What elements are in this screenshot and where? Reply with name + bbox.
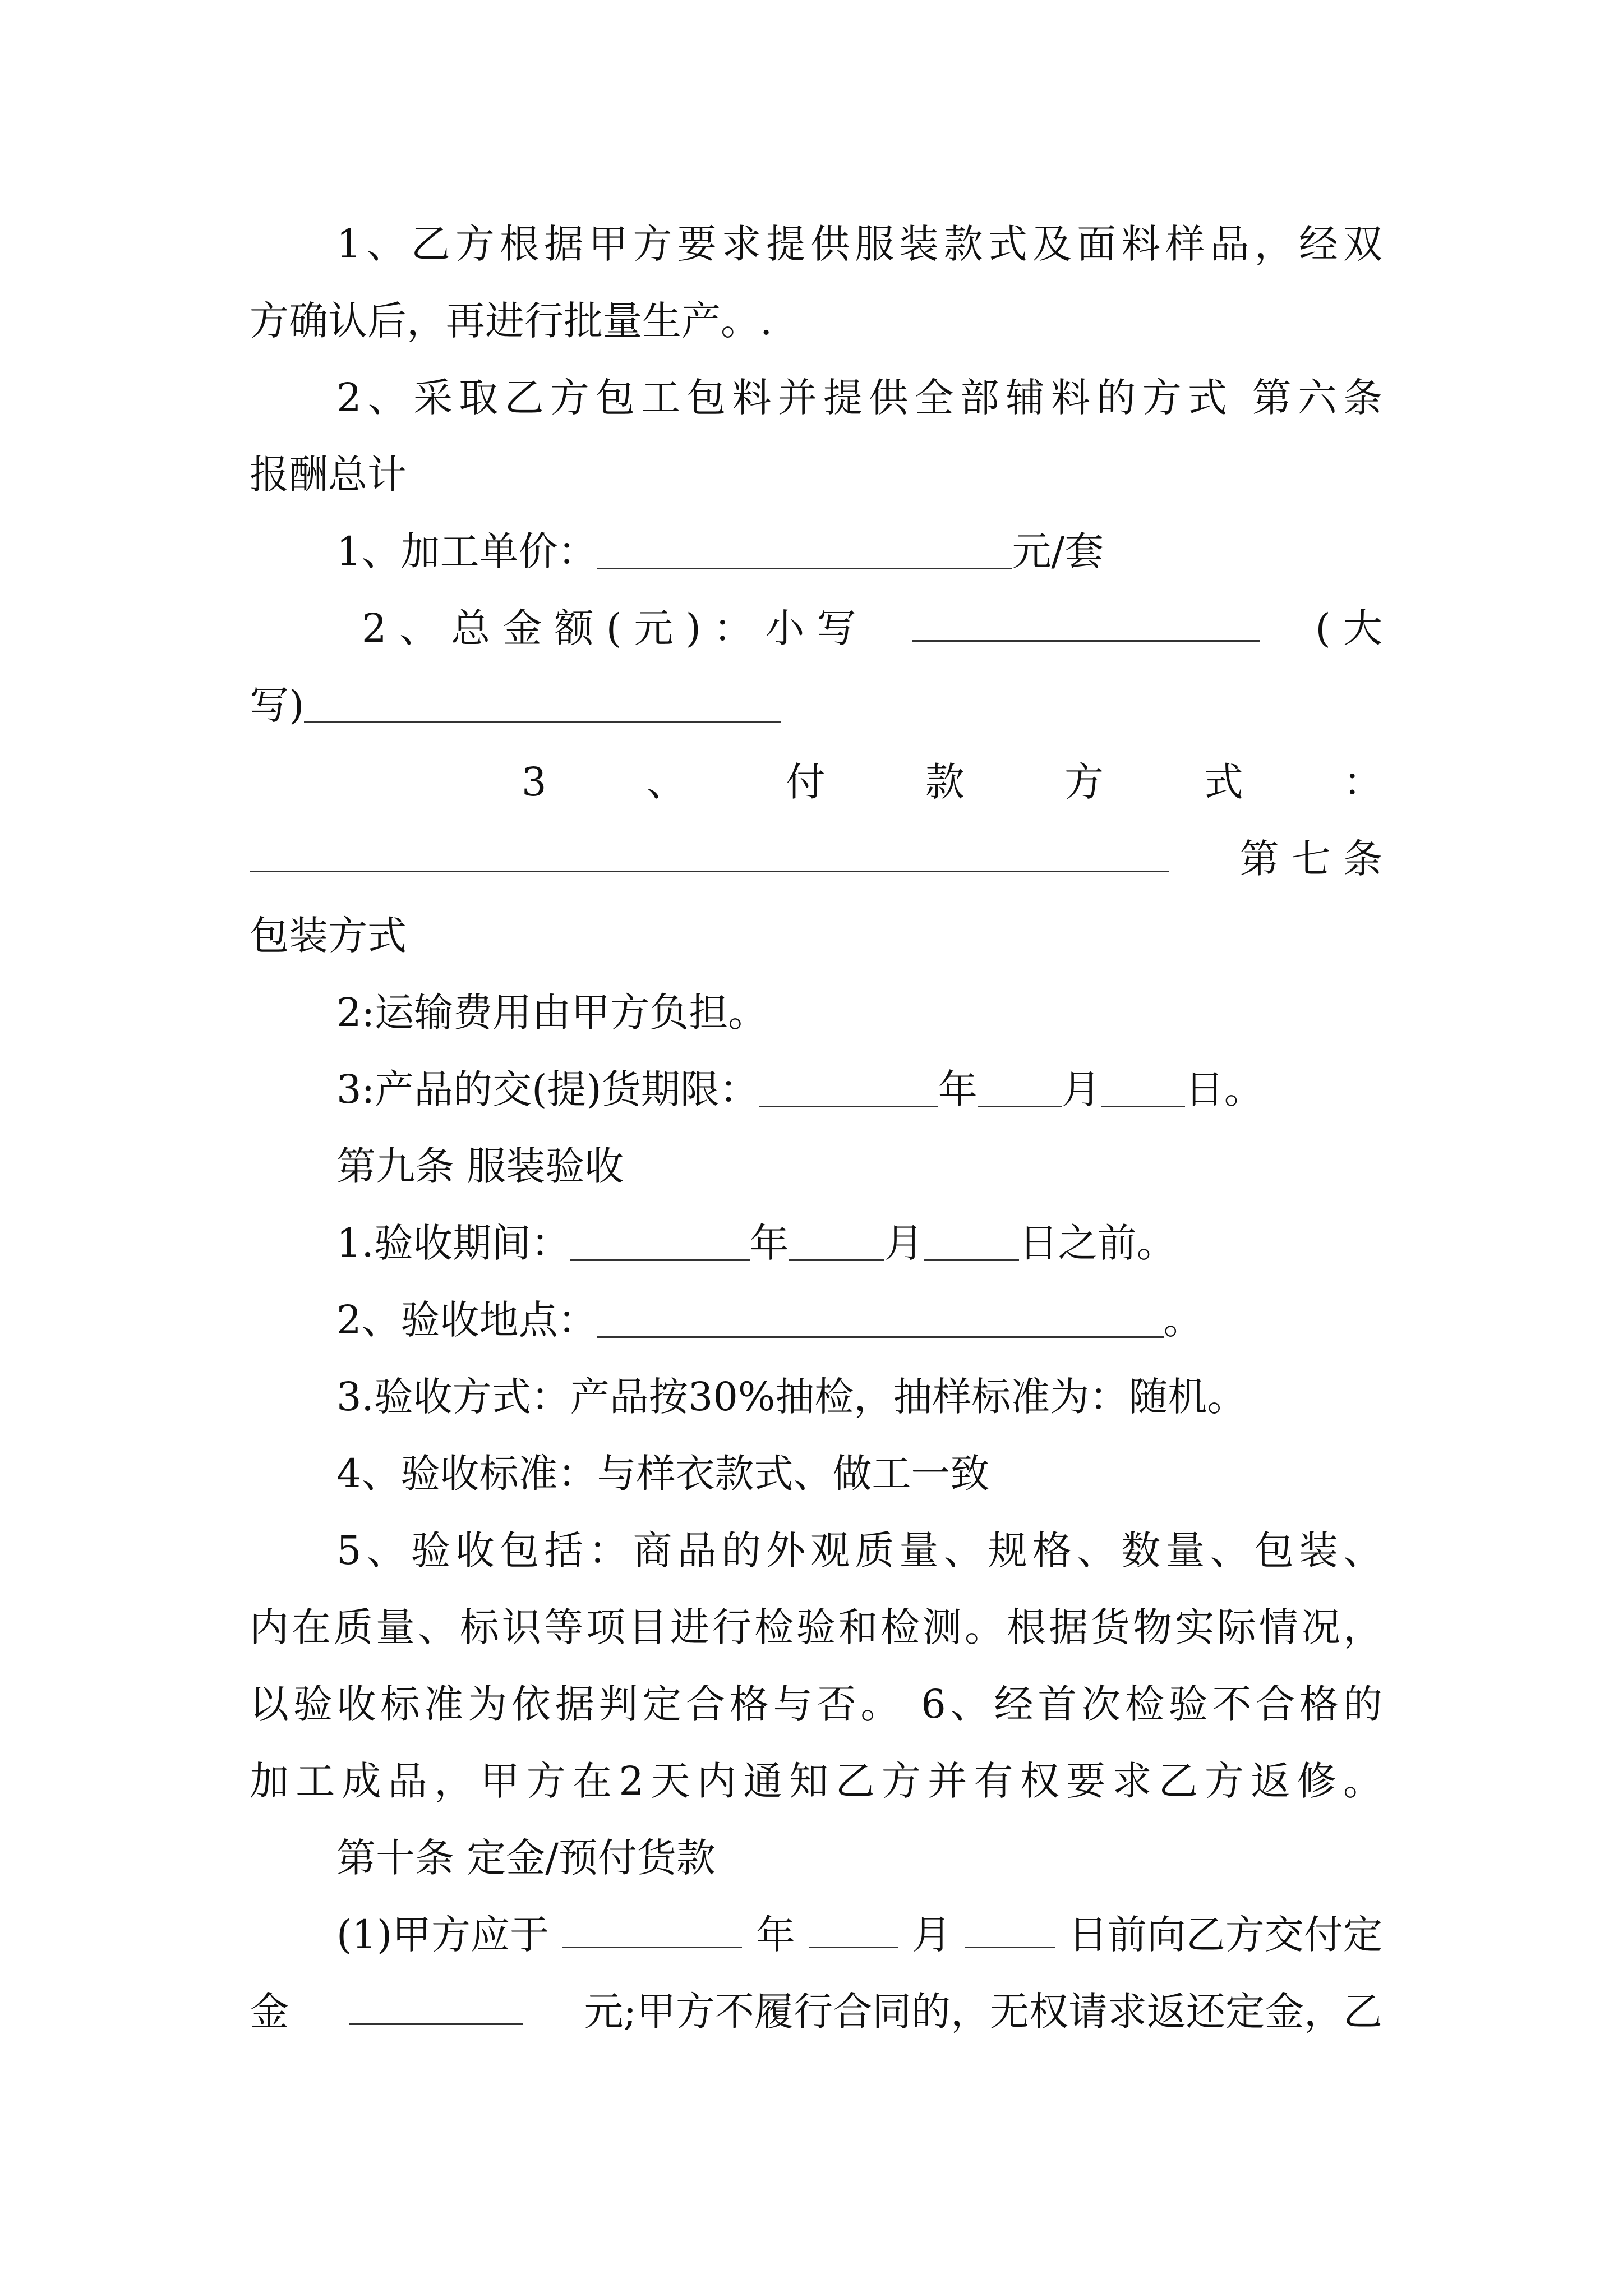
blank-field[interactable]: [1101, 1071, 1185, 1107]
blank-field[interactable]: [597, 1301, 1164, 1338]
date-unit: 年: [755, 1912, 795, 1958]
text-line: [336, 526, 1382, 577]
text-line: [250, 1986, 1382, 2037]
text-line: 5、验收包括：商品的外观质量、规格、数量、包装、: [336, 1527, 1382, 1573]
label-text: 日前向乙方交付定: [1068, 1912, 1382, 1958]
section-heading: 第十条 定金/预付货款: [336, 1835, 716, 1881]
section-heading: 第九条 服装验收: [336, 1143, 624, 1189]
text-line: 2:运输费用由甲方负担。: [336, 990, 768, 1036]
spread-char: 款: [925, 759, 965, 805]
text-line: 以验收标准为依据判定合格与否。 6、经首次检验不合格的: [250, 1681, 1382, 1727]
unit-text: 元/套: [1012, 528, 1104, 574]
label-text: 2、验收地点：: [336, 1297, 597, 1343]
text-line: [336, 1064, 1382, 1115]
text-line: 报酬总计: [250, 452, 407, 498]
label-text: 3:产品的交(提)货期限：: [336, 1066, 759, 1112]
text-line: [250, 680, 1382, 730]
blank-field[interactable]: [250, 836, 1169, 872]
label-text: (1)甲方应于: [336, 1912, 550, 1958]
label-text: 1.验收期间：: [336, 1220, 570, 1266]
blank-field[interactable]: [912, 605, 1260, 642]
blank-field[interactable]: [978, 1071, 1062, 1107]
label-text: 金: [250, 1989, 289, 2035]
text-line: 2、采取乙方包工包料并提供全部辅料的方式 第六条: [336, 375, 1382, 421]
label-text: 写): [250, 682, 305, 728]
label-text: ( 大: [1315, 605, 1382, 651]
spread-char: 、: [646, 759, 686, 805]
text-line: 3.验收方式：产品按30%抽检，抽样标准为：随机。: [336, 1374, 1247, 1420]
text-line: [336, 1910, 1382, 1960]
text-line: [522, 757, 1382, 807]
text-line: 4、验收标准：与样衣款式、做工一致: [336, 1451, 990, 1497]
text-line: 方确认后，再进行批量生产。.: [250, 298, 773, 344]
blank-field[interactable]: [304, 687, 781, 723]
label-text: 2 、 总 金 额 ( 元 ) ： 小 写: [362, 605, 856, 651]
date-unit: 年: [749, 1220, 789, 1266]
article-heading: 第 七 条: [1239, 836, 1382, 882]
blank-field[interactable]: [597, 533, 1012, 569]
date-unit: 月: [912, 1912, 952, 1958]
date-unit: 日。: [1184, 1066, 1264, 1112]
spread-char: 付: [786, 759, 826, 805]
spread-char: 方: [1064, 759, 1104, 805]
label-text: 元;甲方不履行合同的，无权请求返还定金，乙: [584, 1989, 1382, 2035]
text-line: 1、乙方根据甲方要求提供服装款式及面料样品，经双: [336, 221, 1382, 267]
date-unit: 日之前。: [1018, 1220, 1176, 1266]
text-line: [250, 834, 1382, 884]
blank-field[interactable]: [809, 1912, 898, 1948]
spread-char: 式: [1204, 759, 1243, 805]
text-line: [336, 1295, 1382, 1345]
blank-field[interactable]: [924, 1225, 1019, 1261]
blank-field[interactable]: [965, 1912, 1055, 1948]
date-unit: 月: [884, 1220, 924, 1266]
blank-field[interactable]: [759, 1071, 938, 1107]
blank-field[interactable]: [562, 1912, 742, 1948]
text-line: [336, 1218, 1382, 1268]
text-line: 包装方式: [250, 913, 407, 959]
punctuation: 。: [1163, 1297, 1203, 1343]
date-unit: 月: [1061, 1066, 1101, 1112]
blank-field[interactable]: [349, 1989, 523, 2025]
label-text: 1、加工单价：: [336, 528, 597, 574]
blank-field[interactable]: [789, 1225, 884, 1261]
text-line: 内在质量、标识等项目进行检验和检测。根据货物实际情况，: [250, 1604, 1382, 1650]
spread-char: 3: [522, 759, 547, 805]
blank-field[interactable]: [570, 1225, 750, 1261]
text-line: [362, 603, 1382, 654]
text-line: 加工成品，甲方在2天内通知乙方并有权要求乙方返修。: [250, 1758, 1382, 1804]
date-unit: 年: [938, 1066, 978, 1112]
spread-char: ：: [1343, 759, 1382, 805]
